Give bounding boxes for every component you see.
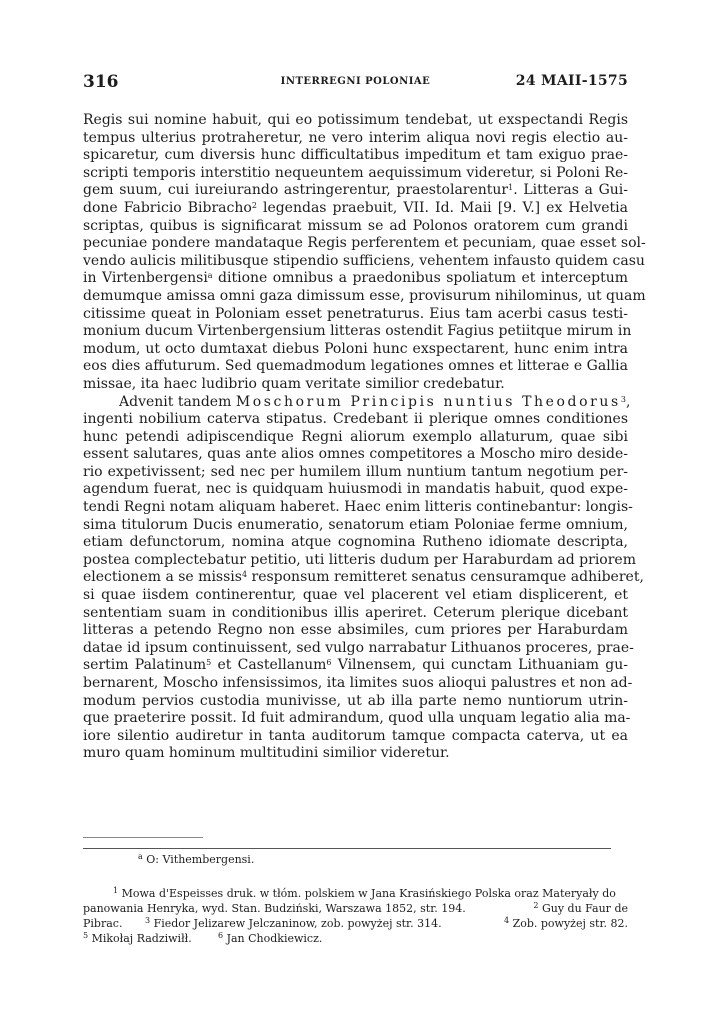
text-line [83,112,628,130]
line-text: , [625,393,631,410]
line-text: missae, ita haec ludibrio quam veritate similior credebatur. [83,375,505,392]
line-text: hunc petendi adipiscendique Regni aliorum exemplo allaturum, quae sibi [83,428,628,445]
line-text: sima titulorum Ducis enumeratio, senatorum etiam Poloniae ferme omnium, [83,516,628,533]
text-line [83,639,634,658]
footnote-text: panowania Henryka, wyd. Stan. Budziński, Warszawa 1852, str. 194. [83,902,466,915]
footnote-ref: 3 [620,394,626,404]
footnote-text: Mowa d'Espeisses druk. w tłóm. polskiem w Jana Krasińskiego Polska oraz Materyały do [121,887,616,900]
line-text: . Litteras a Gui- [513,182,628,199]
text-line [83,517,628,535]
text-line [83,341,628,359]
text-line [83,200,628,218]
text-line [83,464,628,482]
header-date: 24 MAII-1575 [515,73,628,89]
line-text: si quae iisdem continerentur, quae vel placerent vel etiam displicerent, et [83,587,628,604]
line-text: eos dies affuturum. Sed quemadmodum legationes omnes et litterae e Gallia [83,358,628,375]
spaced-name: Moschorum Principis nuntius Theodorus [235,393,621,410]
text-line [83,587,628,605]
footnote-line [83,916,628,931]
line-text: litteras a petendo Regno non esse absimiles, cum priores per Haraburdam [83,622,628,639]
short-rule-divider [83,837,203,838]
footnote-text: Mikołaj Radziwiłł. [91,932,192,945]
text-line [83,551,636,570]
text-line [83,728,628,746]
footnote-mark: 1 [113,886,119,895]
text-line [83,182,628,200]
textual-note-text: O: Vithembergensi. [146,853,255,866]
text-line [83,235,646,253]
line-text: etiam defunctorum, nomina atque cognomina Rutheno idiomate descripta, [83,534,628,551]
main-text [83,112,646,763]
text-line [83,569,644,587]
text-line [83,534,628,552]
text-line [83,376,628,394]
line-text: sententiam suam in conditionibus illis aperiret. Ceterum plerique dicebant [83,604,628,621]
line-text: vendo aulicis militibusque stipendio sufficiens, vehentem infausto quidem casu [83,252,645,269]
line-text: tempus ulterius protraheretur, ne vero interim aliqua novi regis electio au- [83,129,628,146]
line-text: rio expetivissent; sed nec per humilem illum nuntium tantum negotium per- [83,463,628,480]
line-text: iore silentio audiretur in tanta auditorum tamque compacta caterva, ut ea [83,727,628,744]
text-line [83,446,628,464]
footnote-line [83,886,628,901]
text-line [83,605,628,623]
line-text: agendum fuerat, nec is quidquam huiusmodi in mandatis habuit, quod expe- [83,481,628,498]
footnotes [83,886,628,946]
line-text: citissime queat in Poloniam esset penetraturus. Eius tam acerbi casus testi- [83,305,628,322]
line-text: legendas praebuit, VII. Id. Maii [9. V.] ex Helvetia [256,199,629,216]
line-text: Advenit tandem [119,393,236,410]
footnote-ref: 6 [326,658,332,668]
line-text: in Virtenbergensi [83,270,208,287]
text-line [83,693,628,711]
footnote-text: Zob. powyżej str. 82. [512,917,628,930]
text-line [83,323,632,341]
text-line [83,270,628,288]
line-text: responsum remitteret senatus censuramque adhiberet, [247,569,644,586]
footnote-mark: 5 [83,931,89,940]
footnote-line [83,901,628,916]
text-line [83,165,628,183]
footnote-divider [83,848,611,849]
footnote-ref: 1 [508,183,514,193]
footnote-mark: 4 [503,916,510,925]
line-text: ingenti nobilium caterva stipatus. Credebant ii plerique omnes conditiones [83,411,628,428]
text-line [83,147,628,165]
footnote-mark: 3 [145,916,151,925]
line-text: muro quam hominum multitudini similior videretur. [83,745,450,762]
line-text: que praeterire possit. Id fuit admirandum, quod ulla unquam legatio alia ma- [83,710,631,727]
line-text: sertim Palatinum [83,657,207,674]
line-text: essent salutares, quas ante alios omnes competitores a Moscho miro deside- [83,446,628,463]
footnote-ref: 5 [206,658,212,668]
footnote-ref: a [207,271,213,281]
line-text: spicaretur, cum diversis hunc difficultatibus impeditum et tam exiguo prae- [83,147,628,164]
footnote-ref: 4 [241,570,248,580]
text-line [83,481,628,499]
line-text: Vilnensem, qui cunctam Lithuaniam gu- [331,657,628,674]
text-line [83,287,646,306]
text-line [83,130,628,148]
text-line [83,499,633,517]
line-text: gem suum, cui iureiurando astringerentur, praestolarentur [83,182,509,199]
text-line [83,411,628,429]
text-line [83,745,628,763]
line-text: modum, ut octo dumtaxat diebus Poloni hunc exspectarent, hunc enim intra [83,340,628,357]
line-text: tendi Regni notam aliquam haberet. Haec enim litteris continebantur: longis- [83,499,633,516]
line-text: scriptas, quibus is significarat missum se ad Polonos oratorem cum grandi [83,217,628,234]
line-text: monium ducum Virtenbergensium litteras ostendit Fagius petiitque mirum in [83,323,632,340]
footnote-mark: 6 [218,931,224,940]
text-line [83,710,631,728]
text-line [83,429,628,447]
textual-note-mark: a [138,852,143,861]
line-text: bernarent, Moscho infensissimos, ita limites suos alioqui palustres et non ad- [83,675,633,691]
line-text: datae id ipsum continuissent, sed vulgo narrabatur Lithuanos proceres, prae- [83,639,634,656]
text-line [83,675,633,693]
footnote-text: Fiedor Jelizarew Jelczaninow, zob. powyżej str. 314. [153,917,442,930]
line-text: pecuniae pondere mandataque Regis perferentem et pecuniam, quae esset sol- [83,235,646,252]
footnote-text: Guy du Faur de [541,902,628,915]
line-text: demumque amissa omni gaza dimissum esse, provisurum nihilominus, ut quam [83,287,646,304]
line-text: postea complectebatur petitio, uti litteris dudum per Haraburdam ad priorem [83,551,636,568]
text-line [83,218,628,236]
paragraph-1 [83,112,646,394]
text-line [83,393,631,412]
line-text: et Castellanum [211,657,327,674]
footnote-mark: 2 [533,901,539,910]
text-line [83,358,628,376]
line-text: modum pervios custodia munivisse, ut ab illa parte nemo nuntiorum utrin- [83,692,628,709]
line-text: done Fabricio Bibracho [83,199,252,216]
footnote-ref: 2 [251,200,257,210]
line-text: scripti temporis interstitio nequeuntem aequissimum videretur, si Poloni Re- [83,164,628,181]
text-line [83,657,628,675]
line-text: electionem a se missis [83,569,242,586]
page-header [83,72,628,96]
footnote-text: Jan Chodkiewicz. [226,932,323,945]
textual-note [138,853,254,866]
text-line [83,306,628,324]
running-title: INTERREGNI POLONIAE [280,76,431,87]
line-text: ditione omnibus a praedonibus spoliatum et interceptum [212,270,628,287]
page-number: 316 [83,72,119,92]
line-text: Regis sui nomine habuit, qui eo potissimum tendebat, ut exspectandi Regis [83,112,628,128]
footnote-line [83,931,628,946]
footnote-text: Pibrac. [83,917,123,930]
text-line [83,622,628,640]
paragraph-2 [83,393,644,763]
text-line [83,252,645,271]
